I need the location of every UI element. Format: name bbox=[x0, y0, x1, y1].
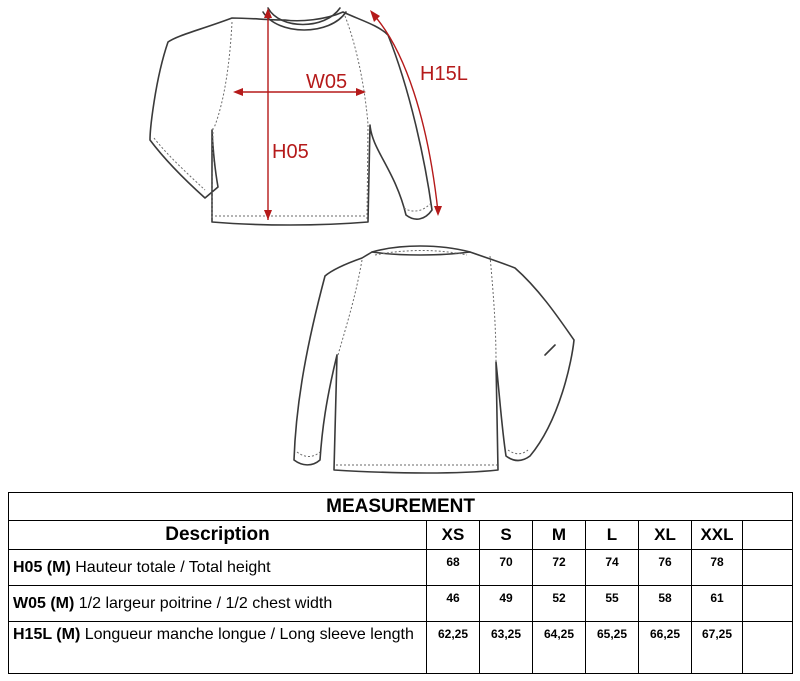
value-cell: 55 bbox=[586, 586, 639, 622]
empty-cell bbox=[743, 550, 793, 586]
row-description bbox=[9, 622, 427, 674]
value-cell: 58 bbox=[639, 586, 692, 622]
value-cell: 62,25 bbox=[427, 622, 480, 674]
label-h05: H05 bbox=[272, 141, 309, 163]
value-cell: 72 bbox=[533, 550, 586, 586]
value-cell: 70 bbox=[480, 550, 533, 586]
size-header-xs: XS bbox=[427, 521, 480, 550]
value-cell: 68 bbox=[427, 550, 480, 586]
value-cell: 52 bbox=[533, 586, 586, 622]
value-cell: 67,25 bbox=[692, 622, 743, 674]
table-title: MEASUREMENT bbox=[9, 493, 793, 521]
row-code: W05 (M) bbox=[13, 594, 75, 612]
table-row bbox=[9, 586, 793, 622]
size-header-xxl: XXL bbox=[692, 521, 743, 550]
row-code: H15L (M) bbox=[13, 626, 81, 643]
value-cell: 76 bbox=[639, 550, 692, 586]
measurement-h05 bbox=[264, 8, 309, 220]
value-cell: 61 bbox=[692, 586, 743, 622]
table-row bbox=[9, 550, 793, 586]
empty-cell bbox=[743, 586, 793, 622]
value-cell: 64,25 bbox=[533, 622, 586, 674]
measurement-w05 bbox=[233, 71, 366, 96]
size-header-s: S bbox=[480, 521, 533, 550]
value-cell: 78 bbox=[692, 550, 743, 586]
measurement-h15l bbox=[370, 10, 468, 216]
value-cell: 74 bbox=[586, 550, 639, 586]
row-description bbox=[9, 550, 427, 586]
value-cell: 65,25 bbox=[586, 622, 639, 674]
empty-header-cell bbox=[743, 521, 793, 550]
value-cell: 49 bbox=[480, 586, 533, 622]
row-label: Longueur manche longue / Long sleeve length bbox=[84, 626, 414, 643]
table-row bbox=[9, 622, 793, 674]
label-w05: W05 bbox=[306, 71, 348, 93]
back-view-shirt bbox=[294, 246, 574, 473]
size-header-xl: XL bbox=[639, 521, 692, 550]
value-cell: 63,25 bbox=[480, 622, 533, 674]
size-header-l: L bbox=[586, 521, 639, 550]
label-h15l: H15L bbox=[420, 63, 468, 85]
value-cell: 66,25 bbox=[639, 622, 692, 674]
measurement-table bbox=[8, 492, 793, 674]
size-header-m: M bbox=[533, 521, 586, 550]
empty-cell bbox=[743, 622, 793, 674]
row-description bbox=[9, 586, 427, 622]
row-code: H05 (M) bbox=[13, 558, 71, 576]
row-label: Hauteur totale / Total height bbox=[75, 558, 271, 576]
front-view-shirt bbox=[150, 8, 432, 225]
value-cell: 46 bbox=[427, 586, 480, 622]
description-header: Description bbox=[9, 521, 427, 550]
row-label: 1/2 largeur poitrine / 1/2 chest width bbox=[78, 594, 333, 612]
